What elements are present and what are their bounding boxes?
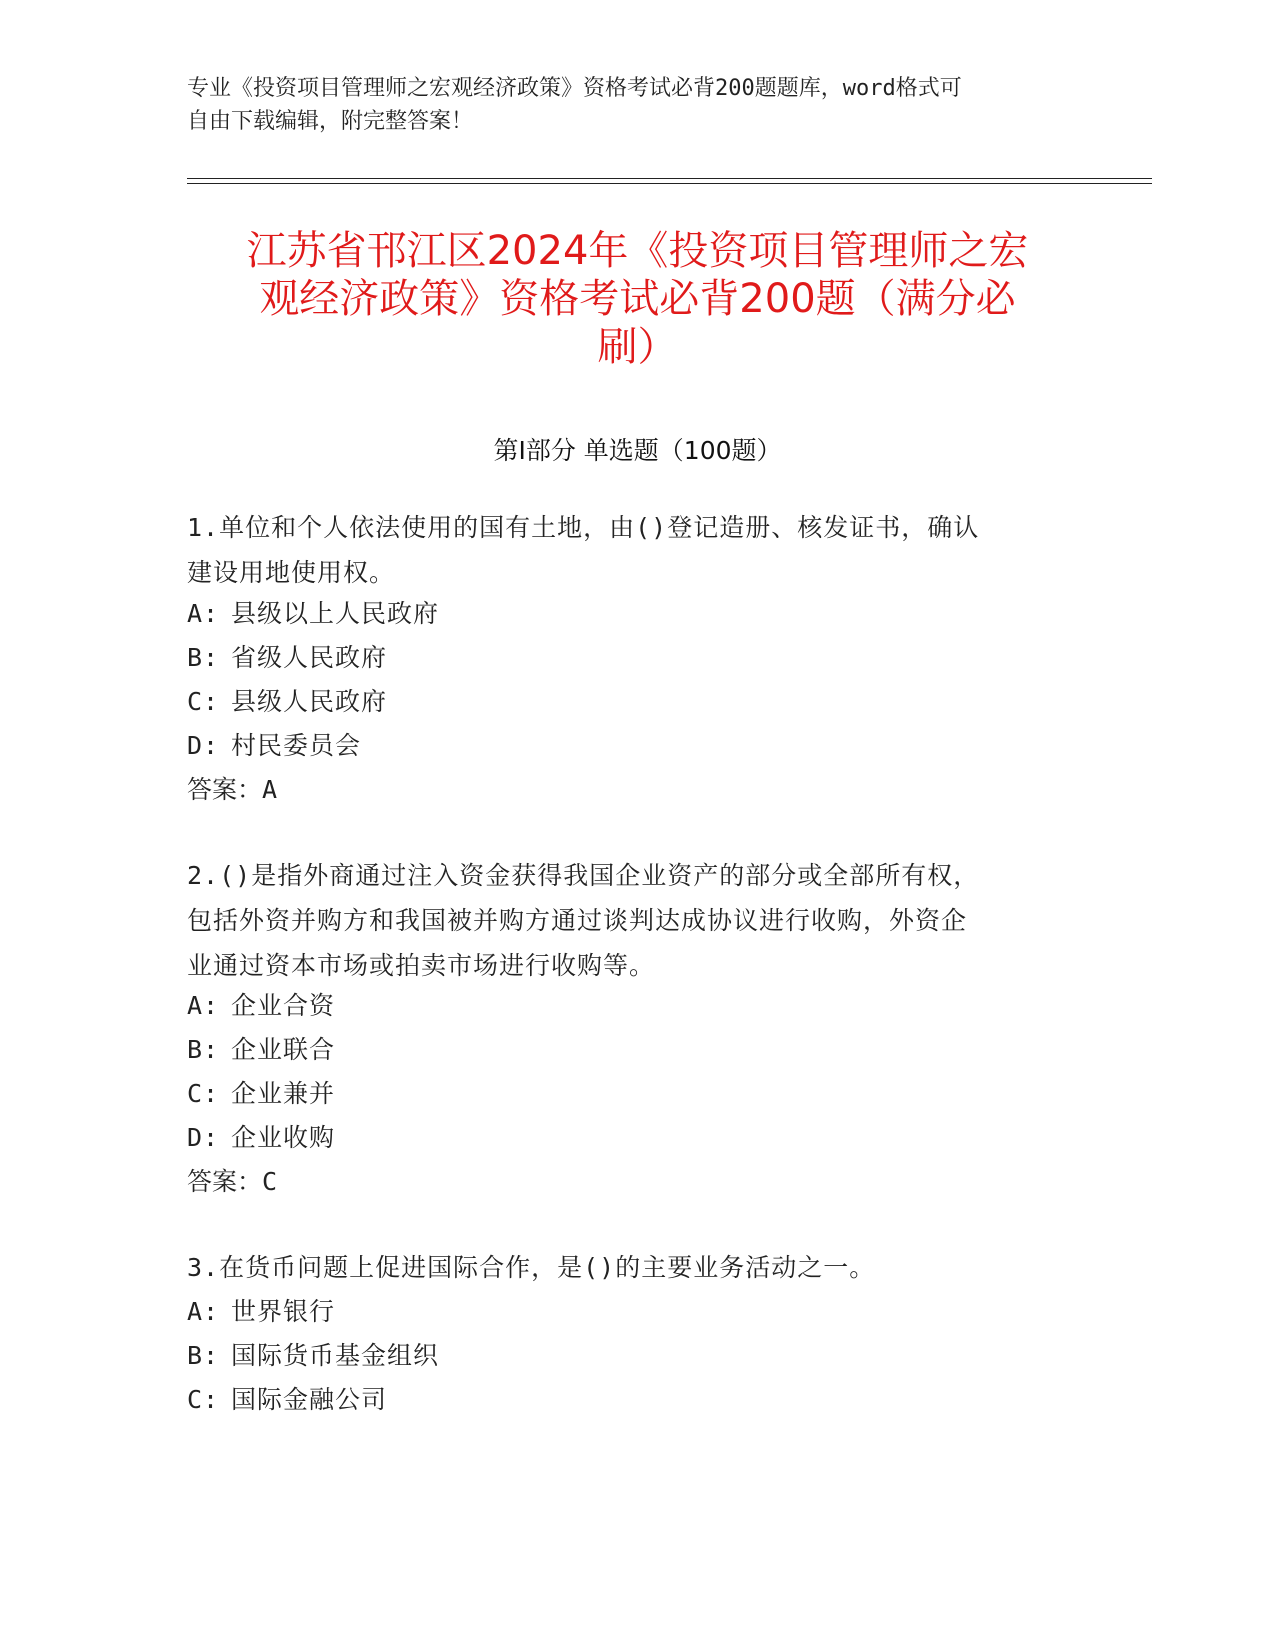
option-text: 省级人民政府 (231, 643, 388, 672)
document-title-line-2: 观经济政策》资格考试必背200题（满分必 (259, 276, 1016, 322)
question-1-text (187, 505, 1067, 595)
question-3-option-c (187, 1377, 387, 1422)
question-3-line-1: 3.在货币问题上促进国际合作，是()的主要业务活动之一。 (187, 1253, 876, 1282)
question-1-option-d (187, 723, 361, 768)
question-2-line-3: 业通过资本市场或拍卖市场进行收购等。 (187, 951, 656, 980)
document-title (170, 227, 1105, 371)
option-key: D: (187, 731, 220, 760)
option-key: C: (187, 1079, 220, 1108)
header-note (187, 72, 1067, 138)
question-3-option-a (187, 1289, 335, 1334)
question-1-line-2: 建设用地使用权。 (187, 558, 396, 587)
option-text: 企业收购 (231, 1123, 336, 1152)
question-1-answer (187, 767, 277, 812)
answer-label: 答案： (187, 1167, 263, 1196)
option-text: 企业联合 (231, 1035, 336, 1064)
header-note-line-2: 自由下载编辑，附完整答案！ (187, 109, 474, 134)
question-3-text (187, 1245, 1067, 1290)
question-2-option-b (187, 1027, 335, 1072)
answer-value: A (262, 775, 278, 804)
question-2-answer (187, 1159, 277, 1204)
question-2-line-1: 2.()是指外商通过注入资金获得我国企业资产的部分或全部所有权， (187, 861, 980, 890)
option-key: A: (187, 599, 220, 628)
option-key: C: (187, 687, 220, 716)
option-text: 国际货币基金组织 (231, 1341, 440, 1370)
question-1-option-b (187, 635, 387, 680)
option-text: 企业合资 (231, 991, 336, 1020)
document-title-line-1: 江苏省邗江区2024年《投资项目管理师之宏 (246, 228, 1029, 274)
header-divider-top (187, 178, 1152, 179)
option-text: 县级以上人民政府 (231, 599, 440, 628)
option-key: A: (187, 991, 220, 1020)
question-2-line-2: 包括外资并购方和我国被并购方通过谈判达成协议进行收购，外资企 (187, 906, 968, 935)
option-text: 县级人民政府 (231, 687, 388, 716)
option-text: 企业兼并 (231, 1079, 336, 1108)
option-key: C: (187, 1385, 220, 1414)
section-heading: 第Ⅰ部分 单选题（100题） (493, 436, 782, 465)
document-title-line-3: 刷） (597, 324, 678, 370)
option-key: D: (187, 1123, 220, 1152)
question-1-option-a (187, 591, 439, 636)
question-2-option-a (187, 983, 335, 1028)
option-key: B: (187, 1341, 220, 1370)
question-3-option-b (187, 1333, 439, 1378)
question-2-option-d (187, 1115, 335, 1160)
question-1-option-c (187, 679, 387, 724)
header-note-line-1: 专业《投资项目管理师之宏观经济政策》资格考试必背200题题库，word格式可 (187, 76, 962, 101)
answer-label: 答案： (187, 775, 263, 804)
option-key: A: (187, 1297, 220, 1326)
option-text: 村民委员会 (231, 731, 362, 760)
header-divider-bottom (187, 183, 1152, 184)
option-key: B: (187, 1035, 220, 1064)
option-text: 世界银行 (231, 1297, 336, 1326)
question-2-text (187, 853, 1067, 988)
question-2-option-c (187, 1071, 335, 1116)
question-1-line-1: 1.单位和个人依法使用的国有土地，由()登记造册、核发证书，确认 (187, 513, 980, 542)
option-key: B: (187, 643, 220, 672)
option-text: 国际金融公司 (231, 1385, 388, 1414)
answer-value: C (262, 1167, 278, 1196)
